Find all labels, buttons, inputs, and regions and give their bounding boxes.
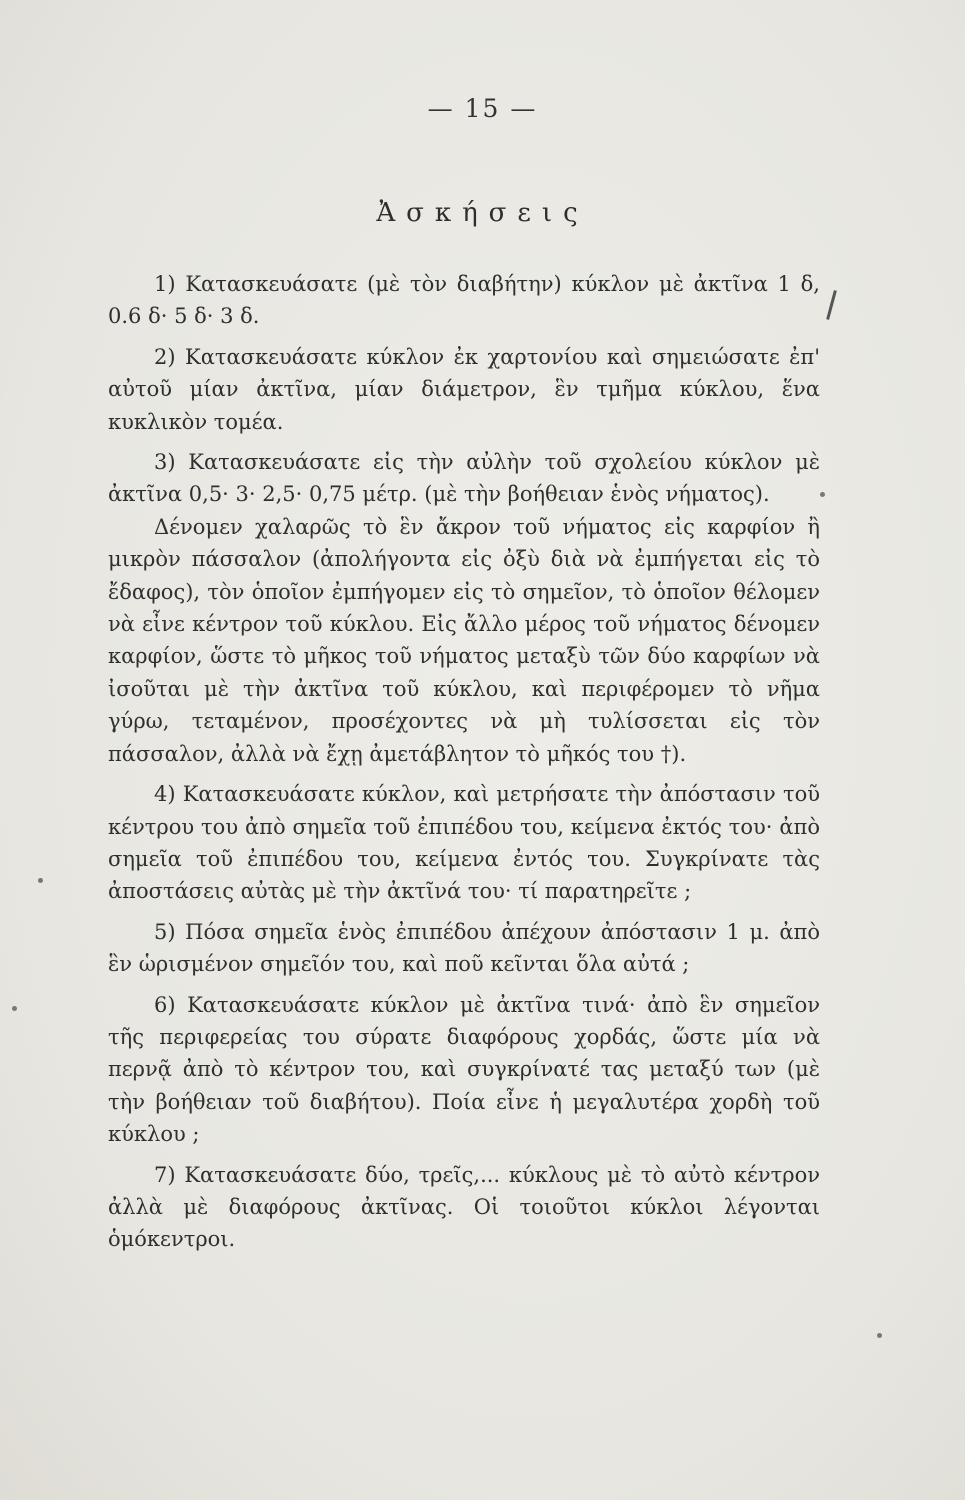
margin-mark	[826, 290, 837, 320]
exercise-7: 7) Κατασκευάσατε δύο, τρεῖς,... κύκλους μὲ τὸ αὐτὸ κέντρον ἀλλὰ μὲ διαφόρους ἀκτῖνας. Οἱ τοιοῦτοι κύκλοι λέγονται ὁμόκεντροι.	[108, 1162, 820, 1252]
exercise-4: 4) Κατασκευάσατε κύκλον, καὶ μετρήσατε τὴν ἀπόστασιν τοῦ κέντρου του ἀπὸ σημεῖα τοῦ ἐπιπέδου του, κείμενα ἐκτός του· ἀπὸ σημεῖα τοῦ ἐπιπέδου του, κείμενα ἐντός του. Συγκρίνατε τὰς ἀποστάσεις αὐτὰς μὲ τὴν ἀκτῖνά του· τί παρατηρεῖτε ;	[108, 782, 820, 904]
page-number: — 15 —	[427, 94, 538, 123]
section-heading: Ἀσκήσεις	[376, 198, 589, 228]
speck	[877, 1333, 882, 1338]
speck	[38, 878, 43, 883]
exercise-3: 3) Κατασκευάσατε εἰς τὴν αὐλὴν τοῦ σχολείου κύκλον μὲ ἀκτῖνα 0,5· 3· 2,5· 0,75 μέτρ. (μὲ τὴν βοήθειαν ἑνὸς νήματος).	[108, 450, 820, 507]
exercise-5: 5) Πόσα σημεῖα ἑνὸς ἐπιπέδου ἀπέχουν ἀπόστασιν 1 μ. ἀπὸ ἓν ὡρισμένον σημεῖόν του, καὶ ποῦ κεῖνται ὅλα αὐτά ;	[108, 919, 820, 977]
speck	[12, 1006, 17, 1011]
exercise-6: 6) Κατασκευάσατε κύκλον μὲ ἀκτῖνα τινά· ἀπὸ ἓν σημεῖον τῆς περιφερείας του σύρατε διαφόρους χορδάς, ὥστε μία νὰ περνᾷ ἀπὸ τὸ κέντρον του, καὶ συγκρίνατέ τας μεταξύ των (μὲ τὴν βοήθειαν τοῦ διαβήτου). Ποία εἶνε ἡ μεγαλυτέρα χορδὴ τοῦ κύκλου ;	[108, 992, 820, 1147]
exercise-1: 1) Κατασκευάσατε (μὲ τὸν διαβήτην) κύκλον μὲ ἀκτῖνα 1 δ, 0.6 δ· 5 δ· 3 δ.	[108, 272, 820, 329]
exercise-text	[108, 268, 820, 1256]
exercise-2: 2) Κατασκευάσατε κύκλον ἐκ χαρτονίου καὶ σημειώσατε ἐπ' αὐτοῦ μίαν ἀκτῖνα, μίαν διάμετρον, ἓν τμῆμα κύκλου, ἕνα κυκλικὸν τομέα.	[108, 344, 820, 434]
speck	[820, 492, 825, 497]
exercise-3-instructions: Δένομεν χαλαρῶς τὸ ἓν ἄκρον τοῦ νήματος εἰς καρφίον ἢ μικρὸν πάσσαλον (ἀπολήγοντα εἰς ὀξὺ διὰ νὰ ἐμπήγεται εἰς τὸ ἔδαφος), τὸν ὁποῖον ἐμπήγομεν εἰς τὸ σημεῖον, τὸ ὁποῖον θέλομεν νὰ εἶνε κέντρον τοῦ κύκλου. Εἰς ἄλλο μέρος τοῦ νήματος δένομεν καρφίον, ὥστε τὸ μῆκος τοῦ νήματος μεταξὺ τῶν δύο καρφίων νὰ ἰσοῦται μὲ τὴν ἀκτῖνα τοῦ κύκλου, καὶ περιφέρομεν τὸ νῆμα γύρω, τεταμένον, προσέχοντες νὰ μὴ τυλίσσεται εἰς τὸν πάσσαλον, ἀλλὰ νὰ ἔχῃ ἀμετάβλητον τὸ μῆκός του †).	[108, 514, 820, 766]
